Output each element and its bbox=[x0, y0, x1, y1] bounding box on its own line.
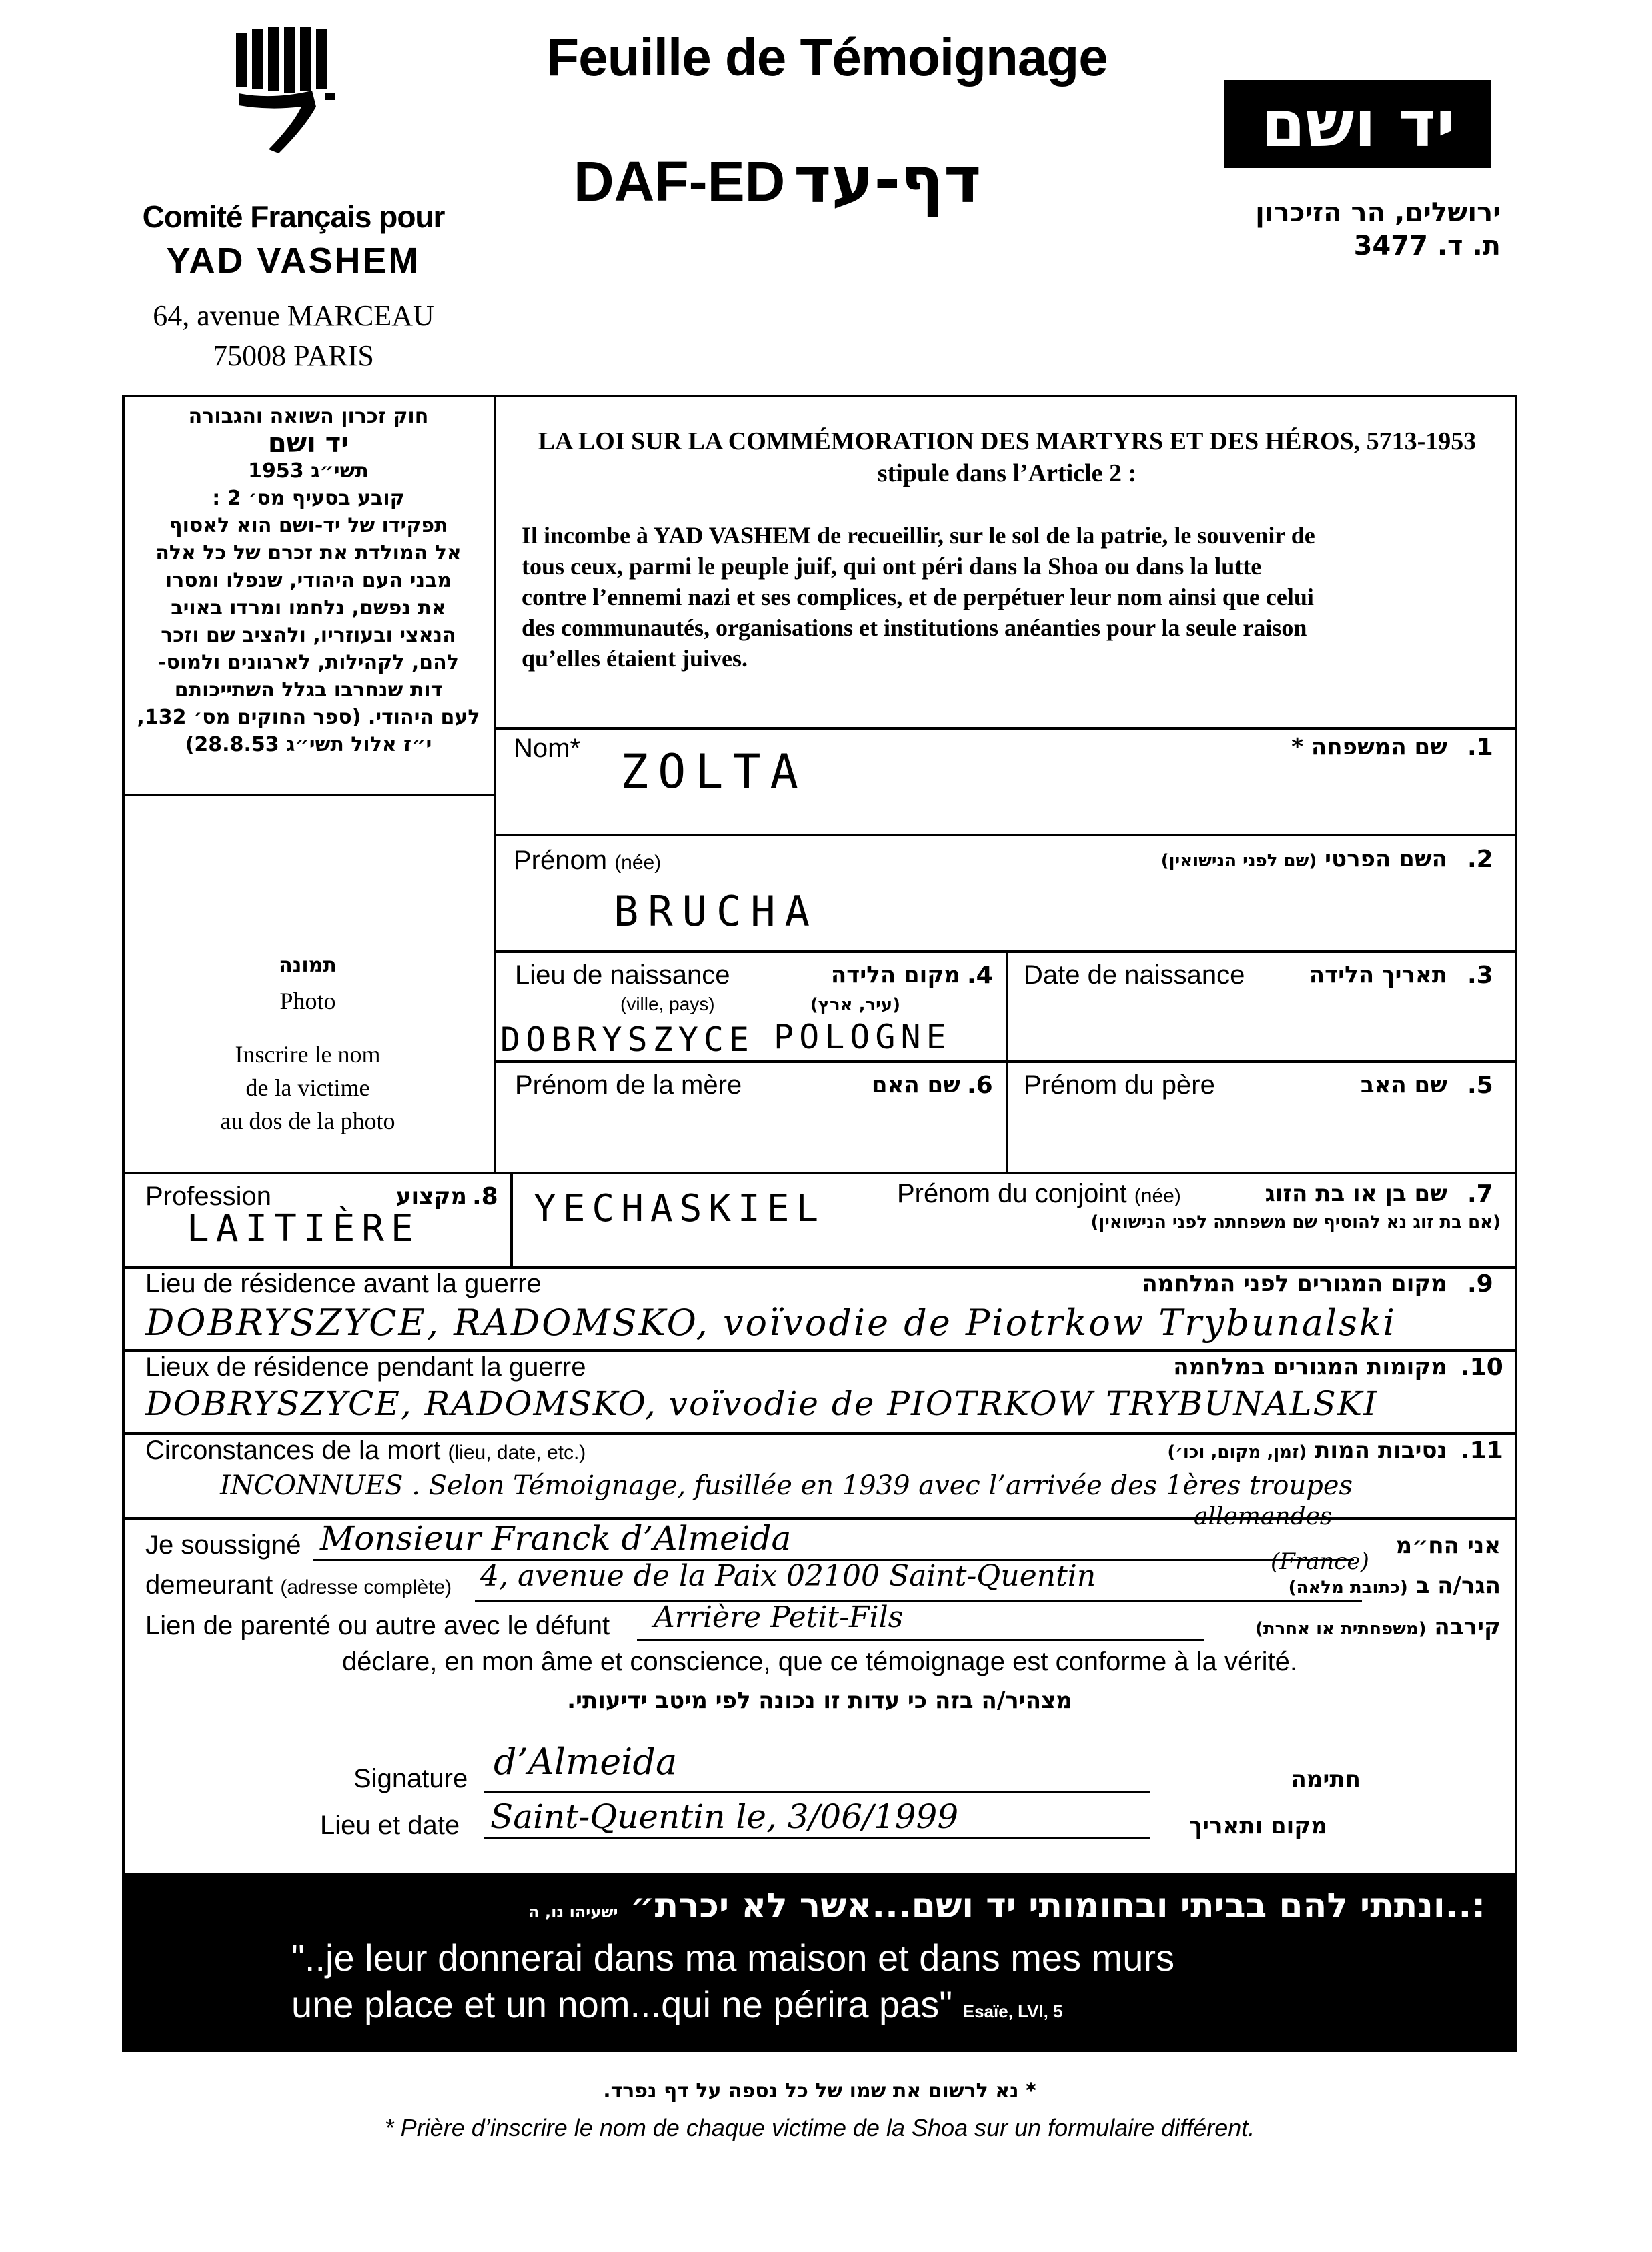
soussigne-label: Je soussigné bbox=[145, 1530, 301, 1560]
signature-hebrew: חתימה bbox=[1291, 1766, 1361, 1793]
profession-number: .8 bbox=[472, 1183, 498, 1210]
lieu-naissance-hebrew-sub: (עיר, ארץ) bbox=[810, 995, 900, 1015]
lieu-naissance-number: .4 bbox=[967, 962, 993, 989]
signature-value[interactable]: d’Almeida bbox=[494, 1741, 678, 1783]
quote-banner bbox=[125, 1873, 1515, 2049]
residence-avant-hebrew: מקום המגורים לפני המלחמה bbox=[1142, 1270, 1447, 1297]
footer-french: * Prière d’inscrire le nom de chaque victime de la Shoa sur un formulaire différent. bbox=[384, 2114, 1255, 2141]
demeurant-label: demeurant (adresse complète) bbox=[145, 1570, 452, 1600]
nom-label: Nom* bbox=[514, 734, 581, 763]
page-title: Feuille de Témoignage bbox=[546, 27, 1108, 87]
residence-pendant-number: .10 bbox=[1461, 1354, 1503, 1381]
photo-instruction: Inscrire le nom de la victime au dos de la photo bbox=[220, 1041, 395, 1134]
date-naissance-label: Date de naissance bbox=[1024, 960, 1245, 990]
residence-avant-number: .9 bbox=[1467, 1270, 1493, 1298]
lien-hebrew: קירבה (משפחתית או אחרת) bbox=[1255, 1614, 1501, 1640]
prenom-mere-hebrew: שם האם bbox=[871, 1072, 960, 1098]
signature-label: Signature bbox=[353, 1764, 468, 1793]
declaration-hebrew: מצהיר/ה בזה כי עדות זו נכונה לפי מיטב ידיעותי. bbox=[567, 1687, 1072, 1714]
soussigne-hebrew: אני הח״מ bbox=[1395, 1532, 1501, 1559]
prenom-pere-label: Prénom du père bbox=[1024, 1070, 1215, 1100]
prenom-mere-number: .6 bbox=[967, 1072, 993, 1099]
conjoint-hebrew: שם בן או בת הזוג bbox=[1265, 1180, 1447, 1207]
date-naissance-hebrew: תאריך הלידה bbox=[1309, 962, 1447, 988]
hebrew-law-text: חוק זכרון השואה והגבורה יד ושם תשי״ג 1953 קובע בסעיף מס׳ 2 : תפקידו של יד-ושם הוא לאסוף אל המולדת את זכרם של כל אלה מבני העם היהודי, שנפלו ומסרו את נפשם, נלחמו ומרדו באויב הנאצי ובעוזריו, ולהציב שם וזכר להם, לקהילות, לארגונים ולמוס- דות שנחרבו בגלל השתייכותם לעם היהודי. (ספר החוקים מס׳ 132, י״ז אלול תשי״ג 28.8.53) bbox=[137, 405, 480, 756]
conjoint-hebrew-sub: (אם בת זוג נא להוסיף שם משפחתה לפני הנישואין) bbox=[1090, 1212, 1501, 1232]
daf-ed-hebrew-title: דף-עד bbox=[794, 143, 982, 217]
law-subtitle: stipule dans l’Article 2 : bbox=[877, 459, 1137, 487]
banner-line2: une place et un nom...qui ne périra pas" Esaïe, LVI, 5 bbox=[291, 1983, 1063, 2025]
nom-number: .1 bbox=[1467, 734, 1493, 761]
lien-label: Lien de parenté ou autre avec le défunt bbox=[145, 1611, 610, 1640]
residence-avant-label: Lieu de résidence avant la guerre bbox=[145, 1269, 542, 1298]
jerusalem-address: ירושלים, הר הזיכרון bbox=[1255, 197, 1501, 228]
residence-pendant-value[interactable]: DOBRYSZYCE, RADOMSKO, voïvodie de PIOTRKOW TRYBUNALSKI bbox=[145, 1384, 1378, 1423]
demeurant-extra[interactable]: (France) bbox=[1271, 1548, 1369, 1575]
committee-line1: Comité Français pour bbox=[142, 199, 445, 234]
law-body: Il incombe à YAD VASHEM de recueillir, sur le sol de la patrie, le souvenir de tous ceux, parmi le peuple juif, qui ont péri dans la Shoa ou dans la lutte contre l’ennemi nazi et ses complices, et de perpétuer leur nom ainsi que celui des communautés, organisations et institutions anéanties pour la seule raison qu’elles étaient juives. bbox=[522, 522, 1315, 672]
lieu-naissance-hebrew: מקום הלידה bbox=[830, 962, 960, 988]
po-box: ת. ד. 3477 bbox=[1353, 231, 1501, 261]
circonstances-value-cont[interactable]: allemandes bbox=[1194, 1503, 1333, 1530]
circonstances-number: .11 bbox=[1461, 1437, 1503, 1464]
law-title: LA LOI SUR LA COMMÉMORATION DES MARTYRS ET DES HÉROS, 5713-1953 bbox=[538, 427, 1477, 455]
residence-pendant-label: Lieux de résidence pendant la guerre bbox=[145, 1352, 586, 1382]
soussigne-value[interactable]: Monsieur Franck d’Almeida bbox=[320, 1519, 792, 1558]
address-line2: 75008 PARIS bbox=[213, 339, 374, 372]
circonstances-label: Circonstances de la mort (lieu, date, etc.) bbox=[145, 1436, 586, 1465]
date-naissance-number: .3 bbox=[1467, 962, 1493, 989]
profession-label: Profession bbox=[145, 1182, 271, 1211]
prenom-pere-hebrew: שם האב bbox=[1360, 1072, 1447, 1098]
banner-line1: "..je leur donnerai dans ma maison et dans mes murs bbox=[291, 1937, 1175, 1979]
lieu-naissance-city-value[interactable]: DOBRYSZYCE bbox=[500, 1020, 755, 1059]
prenom-hebrew-label: השם הפרטי (שם לפני הנישואין) bbox=[1160, 846, 1447, 872]
nom-hebrew-label: שם המשפחה * bbox=[1291, 734, 1447, 760]
prenom-mere-label: Prénom de la mère bbox=[515, 1070, 742, 1100]
profession-value[interactable]: LAITIÈRE bbox=[187, 1207, 420, 1250]
declaration-text: déclare, en mon âme et conscience, que ce témoignage est conforme à la vérité. bbox=[342, 1647, 1297, 1676]
address-line1: 64, avenue MARCEAU bbox=[153, 299, 434, 332]
conjoint-label: Prénom du conjoint (née) bbox=[897, 1179, 1181, 1208]
circonstances-value[interactable]: INCONNUES . Selon Témoignage, fusillée en 1939 avec l’arrivée des 1ères troupes bbox=[220, 1470, 1353, 1501]
demeurant-value[interactable]: 4, avenue de la Paix 02100 Saint-Quentin bbox=[480, 1559, 1096, 1593]
daf-ed-title: DAF-ED bbox=[574, 150, 786, 213]
yad-vashem-hebrew-logo: יד ושם bbox=[1224, 80, 1491, 168]
lieu-naissance-label: Lieu de naissance bbox=[515, 960, 730, 990]
residence-avant-value[interactable]: DOBRYSZYCE, RADOMSKO, voïvodie de Piotrkow Trybunalski bbox=[145, 1302, 1397, 1344]
circonstances-hebrew: נסיבות המות (זמן, מקום, וכו׳) bbox=[1167, 1437, 1447, 1464]
nom-value[interactable]: ZOLTA bbox=[620, 744, 808, 799]
conjoint-number: .7 bbox=[1467, 1180, 1493, 1208]
photo-hebrew-label: תמונה bbox=[279, 954, 337, 977]
profession-hebrew: מקצוע bbox=[395, 1183, 467, 1210]
lieu-date-value[interactable]: Saint-Quentin le, 3/06/1999 bbox=[490, 1797, 959, 1836]
lieu-date-hebrew: מקום ותאריך bbox=[1189, 1813, 1327, 1839]
photo-label: Photo bbox=[279, 988, 336, 1014]
lieu-naissance-country-value[interactable]: POLOGNE bbox=[774, 1018, 952, 1056]
yad-vashem-menorah-logo bbox=[232, 27, 345, 160]
footer-hebrew: * נא לרשום את שמו של כל נספה על דף נפרד. bbox=[603, 2079, 1036, 2103]
residence-pendant-hebrew: מקומות המגורים במלחמה bbox=[1173, 1354, 1447, 1380]
banner-hebrew: :..ונתתי להם בביתי ובחומותי יד ושם...אשר לא יכרת״ ישעיהו נו, ה bbox=[528, 1886, 1485, 1926]
prenom-pere-number: .5 bbox=[1467, 1072, 1493, 1099]
conjoint-value[interactable]: YECHASKIEL bbox=[534, 1187, 826, 1230]
lien-value[interactable]: Arrière Petit-Fils bbox=[654, 1600, 904, 1634]
prenom-label: Prénom (née) bbox=[514, 846, 662, 875]
lieu-naissance-sub: (ville, pays) bbox=[620, 994, 715, 1014]
prenom-number: .2 bbox=[1467, 846, 1493, 873]
lieu-date-label: Lieu et date bbox=[320, 1811, 460, 1840]
prenom-value[interactable]: BRUCHA bbox=[614, 887, 819, 936]
demeurant-hebrew: הגר/ה ב (כתובת מלאה) bbox=[1288, 1572, 1501, 1599]
committee-line2: YAD VASHEM bbox=[166, 241, 421, 281]
